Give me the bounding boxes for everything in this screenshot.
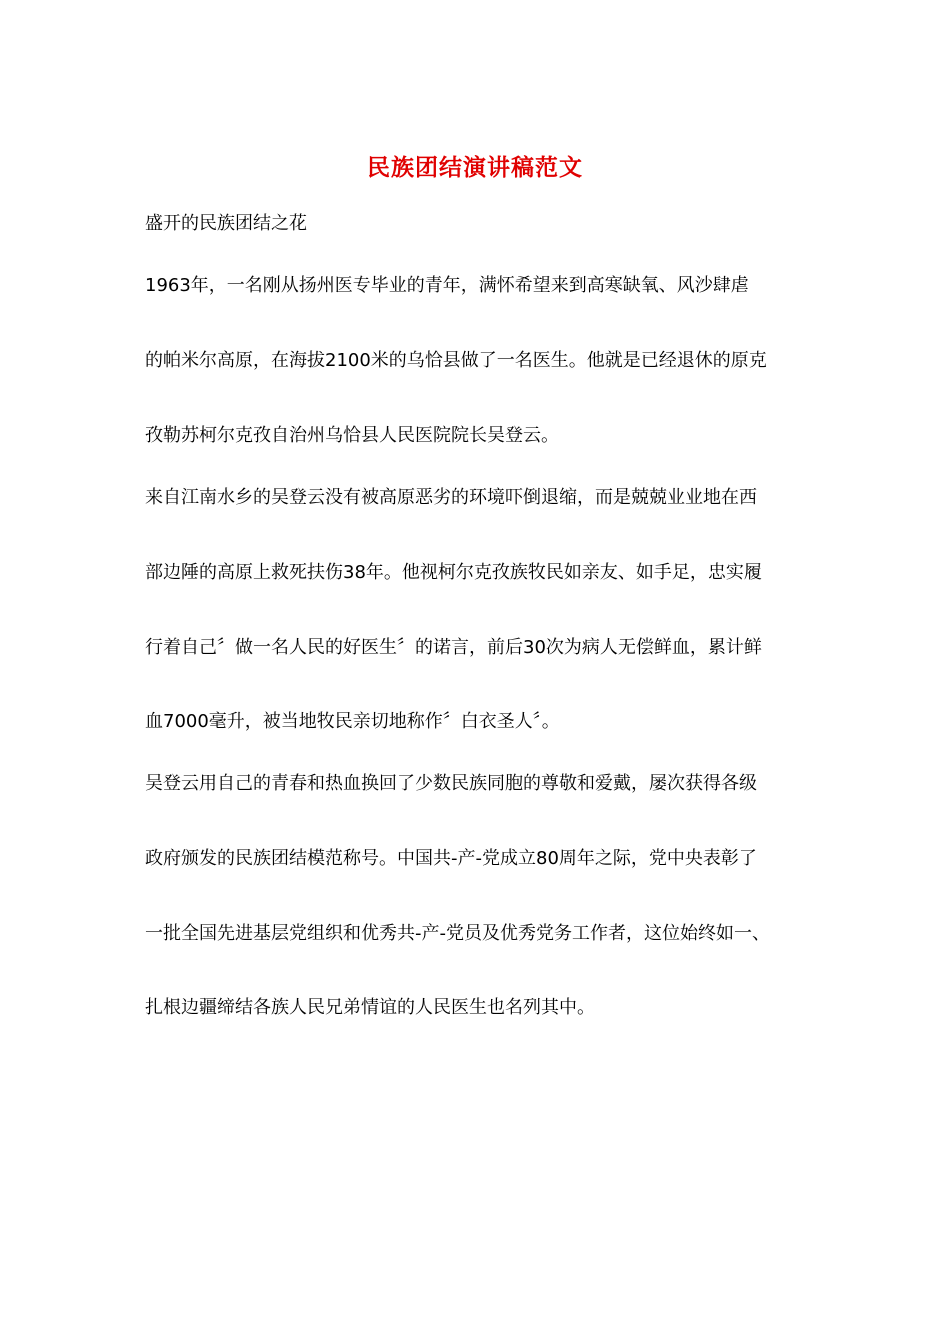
paragraph-line: 来自江南水乡的吴登云没有被高原恶劣的环境吓倒退缩，而是兢兢业业地在西 (145, 487, 757, 508)
paragraph-line: 行着自己〞做一名人民的好医生〞的诺言，前后30次为病人无偿鲜血，累计鲜 (145, 637, 762, 658)
paragraph-line: 孜勒苏柯尔克孜自治州乌恰县人民医院院长吴登云。 (145, 425, 559, 446)
paragraph-line: 部边陲的高原上救死扶伤38年。他视柯尔克孜族牧民如亲友、如手足，忠实履 (145, 562, 762, 583)
paragraph-line: 的帕米尔高原，在海拔2100米的乌恰县做了一名医生。他就是已经退休的原克 (145, 350, 767, 371)
paragraph-line: 扎根边疆缔结各族人民兄弟情谊的人民医生也名列其中。 (145, 997, 595, 1018)
subtitle: 盛开的民族团结之花 (145, 213, 307, 234)
paragraph-line: 一批全国先进基层党组织和优秀共-产-党员及优秀党务工作者，这位始终如一、 (145, 923, 770, 944)
paragraph-line: 血7000毫升，被当地牧民亲切地称作〞白衣圣人〞。 (145, 711, 560, 732)
paragraph-line: 吴登云用自己的青春和热血换回了少数民族同胞的尊敬和爱戴，屡次获得各级 (145, 773, 757, 794)
paragraph-line: 1963年，一名刚从扬州医专毕业的青年，满怀希望来到高寒缺氧、风沙肆虐 (145, 275, 749, 296)
paragraph-line: 政府颁发的民族团结模范称号。中国共-产-党成立80周年之际，党中央表彰了 (145, 848, 757, 869)
page-title: 民族团结演讲稿范文 (367, 154, 583, 181)
